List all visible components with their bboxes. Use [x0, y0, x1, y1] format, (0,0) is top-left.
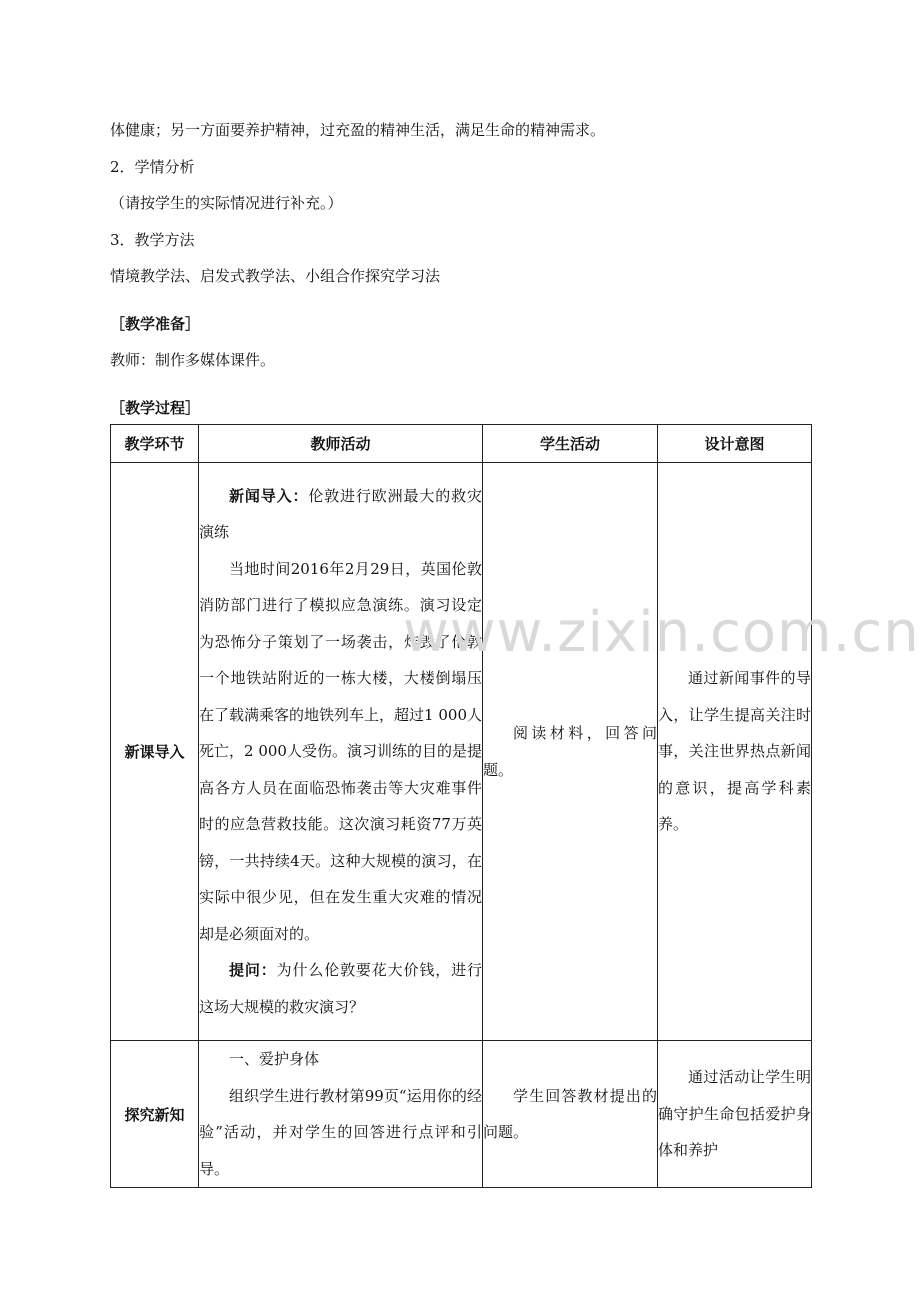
watermark: www.zixin.com.cn: [403, 600, 920, 665]
student-activity-text: 学生回答教材提出的问题。: [483, 1086, 657, 1141]
student-activity-cell: [483, 463, 658, 1041]
question-text: 为什么伦敦要花大价钱，进行这场大规模的救灾演习？: [199, 961, 482, 1016]
teacher-activity-text: 组织学生进行教材第99页“运用你的经验”活动，并对学生的回答进行点评和引导。: [199, 1086, 482, 1178]
item-2-text: （请按学生的实际情况进行补充。）: [110, 194, 343, 212]
question-paragraph: [199, 952, 482, 1025]
table-row: [111, 463, 812, 1041]
prep-text: 教师：制作多媒体课件。: [110, 351, 276, 369]
news-body: 当地时间2016年2月29日，英国伦敦消防部门进行了模拟应急演练。演习设定为恐怖分子策划了一场袭击，炸毁了伦敦一个地铁站附近的一栋大楼，大楼倒塌压在了载满乘客的地铁列车上，超过1 000人死亡，2 000人受伤。演习训练的目的是提高各方人员在面临恐怖袭击等大灾难事件时的应急营救技能。这次演习耗资77万英镑，一共持续4天。这种大规模的演习，在实际中很少见，但在发生重大灾难的情况却是必须面对的。: [199, 559, 482, 943]
prep-heading: ［教学准备］: [110, 315, 201, 333]
item-3-text: 情境教学法、启发式教学法、小组合作探究学习法: [110, 267, 441, 285]
process-heading: ［教学过程］: [110, 399, 201, 417]
design-intent-cell: [658, 1041, 812, 1188]
stage-cell: 新课导入: [111, 463, 199, 1041]
design-intent-cell: [658, 463, 812, 1041]
news-intro-paragraph: [199, 478, 482, 551]
table-row: [111, 1041, 812, 1188]
news-intro-label: 新闻导入：: [229, 486, 309, 505]
design-intent-text: 通过活动让学生明确守护生命包括爱护身体和养护: [658, 1068, 811, 1160]
news-intro-title: 伦敦进行欧洲最大的救灾演练: [199, 486, 482, 542]
teacher-activity-cell: [199, 1041, 483, 1188]
header-stage: 教学环节: [111, 425, 199, 463]
stage-cell: 探究新知: [111, 1041, 199, 1188]
student-activity-cell: [483, 1041, 658, 1188]
table-header-row: [111, 425, 812, 463]
header-teacher: 教师活动: [199, 425, 483, 463]
student-activity-text: 阅读材料，回答问题。: [483, 724, 657, 779]
header-student: 学生活动: [483, 425, 658, 463]
design-intent-text: 通过新闻事件的导入，让学生提高关注时事，关注世界热点新闻的意识，提高学科素养。: [658, 669, 811, 834]
lesson-process-table: [110, 424, 812, 1188]
intro-continuation-line: 体健康；另一方面要养护精神，过充盈的精神生活，满足生命的精神需求。: [110, 121, 606, 139]
teacher-subheading: 一、爱护身体: [229, 1050, 320, 1068]
item-3-title: 3．教学方法: [110, 231, 195, 249]
item-2-title: 2．学情分析: [110, 158, 195, 176]
header-intent: 设计意图: [658, 425, 812, 463]
teacher-activity-cell: [199, 463, 483, 1041]
question-label: 提问：: [229, 961, 277, 980]
